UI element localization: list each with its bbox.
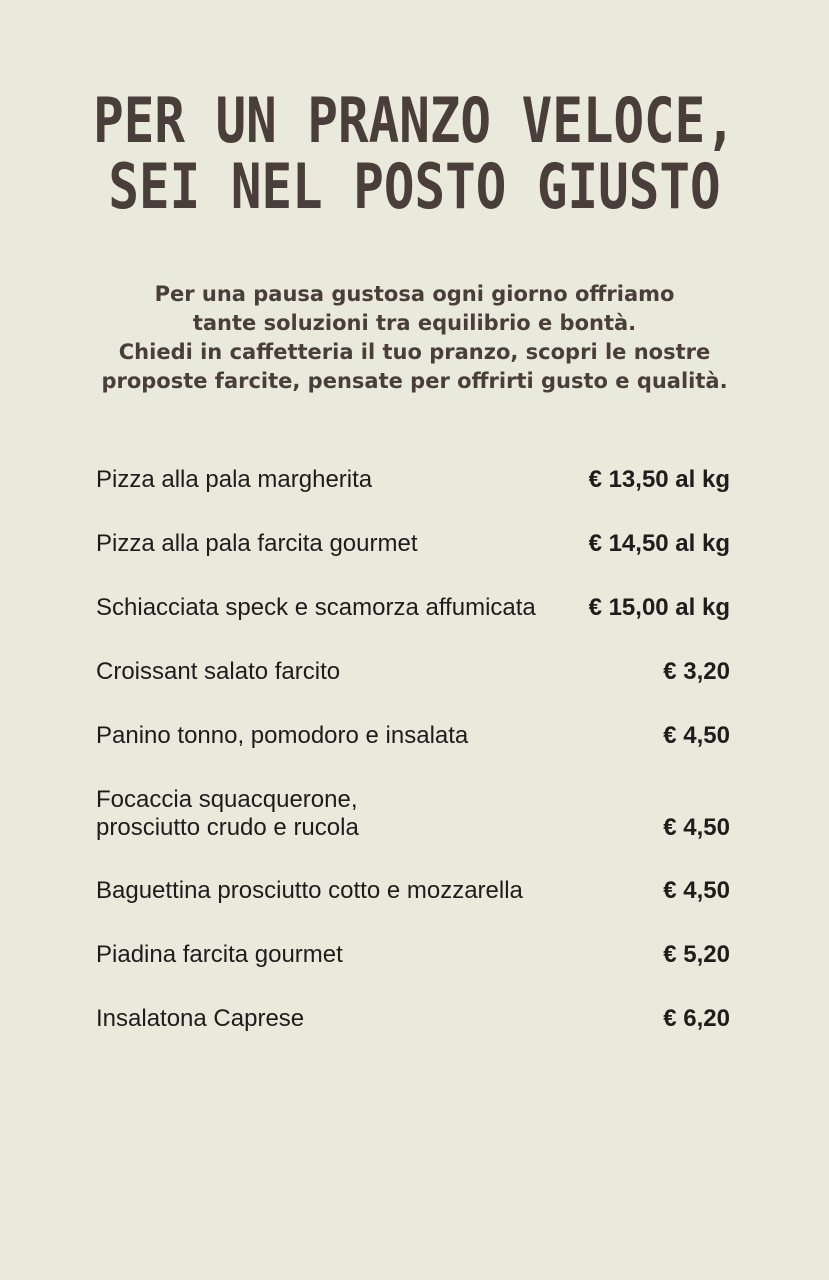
title-line: SEI NEL POSTO GIUSTO — [108, 150, 721, 223]
menu-item-price: € 5,20 — [663, 941, 730, 968]
menu-item-name: Croissant salato farcito — [96, 658, 341, 685]
menu-row-pizza-gourmet — [96, 530, 730, 558]
menu-row-croissant — [96, 658, 730, 686]
menu-item-name — [96, 786, 359, 842]
title-line: PER UN PRANZO VELOCE, — [93, 84, 736, 157]
menu-row-baguettina — [96, 877, 730, 905]
intro-line: Per una pausa gustosa ogni giorno offriamo — [154, 282, 675, 306]
menu-row-pizza-margherita — [96, 466, 730, 494]
menu-item-price: € 4,50 — [663, 722, 730, 749]
menu-item-price: € 15,00 al kg — [588, 594, 730, 621]
menu-item-name: Insalatona Caprese — [96, 1005, 305, 1032]
menu-item-name: Schiacciata speck e scamorza affumicata — [96, 594, 536, 621]
menu-row-piadina — [96, 941, 730, 969]
menu-item-name: Pizza alla pala margherita — [96, 466, 373, 493]
menu-item-name: Piadina farcita gourmet — [96, 941, 343, 968]
menu-row-panino — [96, 722, 730, 750]
menu-item-price: € 6,20 — [663, 1005, 730, 1032]
menu-item-name: Pizza alla pala farcita gourmet — [96, 530, 418, 557]
menu-item-name-line: prosciutto crudo e rucola — [96, 814, 359, 841]
menu-item-name: Panino tonno, pomodoro e insalata — [96, 722, 469, 749]
intro-line: Chiedi in caffetteria il tuo pranzo, scopri le nostre — [118, 340, 711, 364]
page-title — [0, 84, 829, 223]
menu-row-insalatona — [96, 1005, 730, 1033]
menu-row-focaccia — [96, 786, 730, 842]
menu-item-name-line: Focaccia squacquerone, — [96, 786, 358, 813]
intro-line: proposte farcite, pensate per offrirti gusto e qualità. — [101, 369, 728, 393]
menu-item-price: € 4,50 — [663, 814, 730, 841]
intro-line: tante soluzioni tra equilibrio e bontà. — [192, 311, 637, 335]
menu-item-price: € 3,20 — [663, 658, 730, 685]
menu-item-name: Baguettina prosciutto cotto e mozzarella — [96, 877, 523, 904]
intro-text — [0, 280, 829, 396]
menu-item-price: € 13,50 al kg — [588, 466, 730, 493]
menu-item-price: € 14,50 al kg — [588, 530, 730, 557]
menu-row-schiacciata — [96, 594, 730, 622]
menu-item-price: € 4,50 — [663, 877, 730, 904]
